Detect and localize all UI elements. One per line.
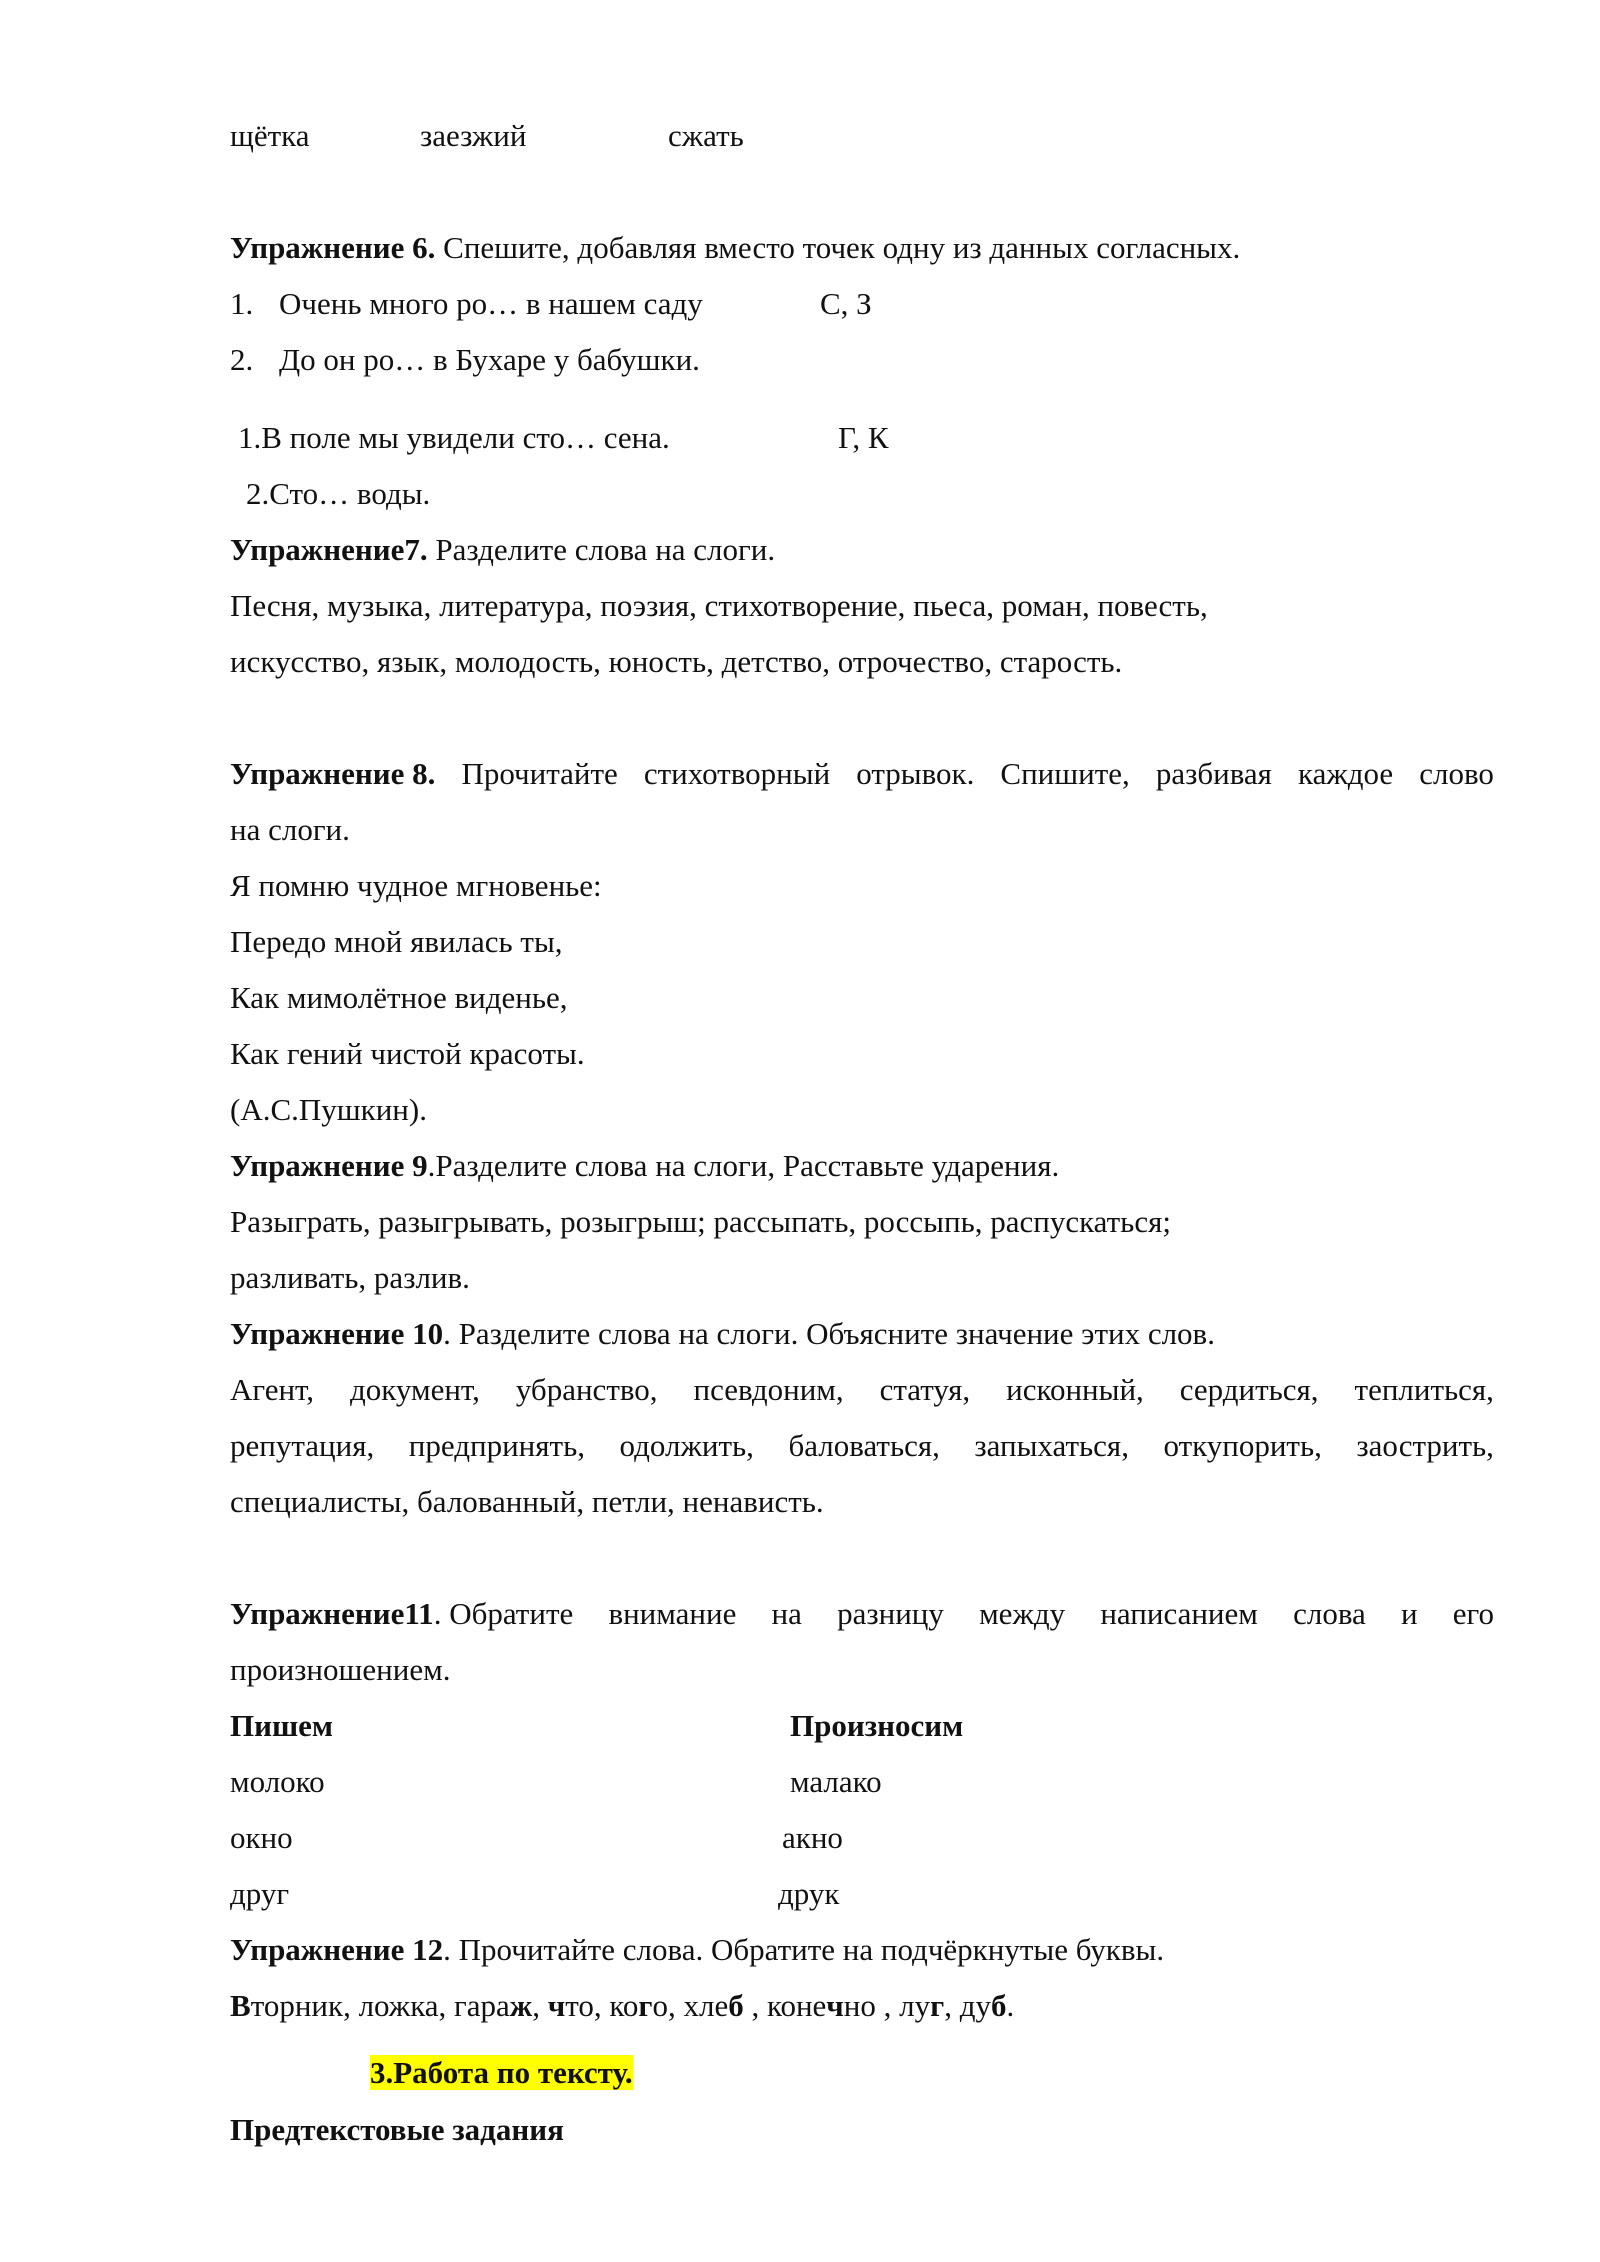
word: дуб. <box>959 1988 1015 2023</box>
word: Прочитайте <box>461 756 618 791</box>
word: и <box>1401 1596 1418 1631</box>
word: щётка <box>230 118 310 153</box>
list-item: До он ро… в Бухаре у бабушки. <box>279 342 700 377</box>
word: одолжить, <box>619 1428 754 1463</box>
word: разницу <box>837 1596 944 1631</box>
exercise-instruction: . Разделите слова на слоги. Объясните значение этих слов. <box>443 1316 1215 1351</box>
word: Вторник, <box>230 1988 359 2023</box>
poem-line: Как гений чистой красоты. <box>230 1036 585 1071</box>
word: баловаться, <box>788 1428 940 1463</box>
exercise-6-heading <box>230 232 1240 263</box>
word: сердиться, <box>1179 1372 1319 1407</box>
poem-line: Я помню чудное мгновенье: <box>230 868 602 903</box>
section-heading: 3.Работа по тексту. <box>370 2055 633 2090</box>
word: документ, <box>349 1372 480 1407</box>
paragraph-line: специалисты, балованный, петли, ненависть. <box>230 1484 824 1519</box>
column-header-say: Произносим <box>790 1708 964 1743</box>
paragraph-line: разливать, разлив. <box>230 1260 470 1295</box>
exercise-instruction: . Прочитайте слова. Обратите на подчёркнутые буквы. <box>443 1932 1165 1967</box>
word: статуя, <box>879 1372 971 1407</box>
word: предпринять, <box>408 1428 585 1463</box>
exercise-title: Упражнение 6. <box>230 230 436 265</box>
word: отрывок. <box>856 756 975 791</box>
letter-options: Г, К <box>838 420 889 455</box>
word: откупорить, <box>1163 1428 1322 1463</box>
word: репутация, <box>230 1428 375 1463</box>
word: . Обратите <box>433 1596 574 1631</box>
word: запыхаться, <box>974 1428 1129 1463</box>
letter-options: С, З <box>820 286 872 321</box>
exercise-title: Упражнение11 <box>230 1596 434 1631</box>
exercise-title: Упражнение 10 <box>230 1316 444 1351</box>
table-cell-write: окно <box>230 1820 293 1855</box>
exercise-title: Упражнение 9 <box>230 1148 428 1183</box>
paragraph-line: произношением. <box>230 1652 451 1687</box>
word: луг, <box>899 1988 960 2023</box>
word: убранство, <box>515 1372 658 1407</box>
paragraph-line: искусство, язык, молодость, юность, детство, отрочество, старость. <box>230 644 1123 679</box>
exercise-title: Упражнение 12 <box>230 1932 444 1967</box>
word: кого, <box>609 1988 684 2023</box>
paragraph-line: Разыграть, разыгрывать, розыгрыш; рассыпать, россыпь, распускаться; <box>230 1204 1171 1239</box>
exercise-12-heading <box>230 1934 1164 1965</box>
word-list <box>230 1990 1014 2021</box>
list-item: 1.В поле мы увидели сто… сена. <box>238 420 670 455</box>
word: Агент, <box>230 1372 315 1407</box>
word: теплиться, <box>1354 1372 1494 1407</box>
word: заезжий <box>420 118 527 153</box>
exercise-instruction: Спешите, добавляя вместо точек одну из данных согласных. <box>443 230 1241 265</box>
table-cell-say: акно <box>782 1820 843 1855</box>
word: ложка, <box>358 1988 455 2023</box>
list-number: 2. <box>230 342 254 377</box>
word: хлеб , <box>683 1988 767 2023</box>
word: на <box>771 1596 802 1631</box>
word: между <box>979 1596 1066 1631</box>
poem-line: Как мимолётное виденье, <box>230 980 568 1015</box>
column-header-write: Пишем <box>230 1708 334 1743</box>
exercise-7-heading <box>230 534 775 565</box>
word: сжать <box>668 118 744 153</box>
word: его <box>1452 1596 1494 1631</box>
exercise-title: Упражнение 8. <box>230 756 436 791</box>
exercise-9-heading <box>230 1150 1059 1181</box>
word: исконный, <box>1006 1372 1144 1407</box>
exercise-instruction: .Разделите слова на слоги, Расставьте ударения. <box>427 1148 1060 1183</box>
poem-author: (А.С.Пушкин). <box>230 1092 427 1127</box>
paragraph-line: на слоги. <box>230 812 350 847</box>
word: заострить, <box>1356 1428 1494 1463</box>
word: написанием <box>1100 1596 1258 1631</box>
paragraph-line <box>230 1374 1494 1405</box>
exercise-10-heading <box>230 1318 1215 1349</box>
word: внимание <box>608 1596 737 1631</box>
exercise-11-heading <box>230 1598 1494 1629</box>
word: каждое <box>1298 756 1394 791</box>
table-cell-write: молоко <box>230 1764 325 1799</box>
list-item: 2.Сто… воды. <box>246 476 431 511</box>
table-cell-say: друк <box>778 1876 840 1911</box>
word: конечно , <box>766 1988 900 2023</box>
poem-line: Передо мной явилась ты, <box>230 924 563 959</box>
subsection-heading: Предтекстовые задания <box>230 2112 564 2147</box>
table-cell-write: друг <box>230 1876 290 1911</box>
word: разбивая <box>1155 756 1272 791</box>
exercise-8-heading <box>230 758 1494 789</box>
exercise-title: Упражнение7. <box>230 532 428 567</box>
exercise-instruction: Разделите слова на слоги. <box>435 532 776 567</box>
paragraph-line <box>230 1430 1494 1461</box>
word: псевдоним, <box>693 1372 844 1407</box>
word: слова <box>1293 1596 1366 1631</box>
word: Спишите, <box>1000 756 1130 791</box>
word: что, <box>547 1988 610 2023</box>
paragraph-line: Песня, музыка, литература, поэзия, стихотворение, пьеса, роман, повесть, <box>230 588 1208 623</box>
table-cell-say: малако <box>790 1764 882 1799</box>
word: слово <box>1419 756 1494 791</box>
word: гараж, <box>454 1988 548 2023</box>
word: стихотворный <box>643 756 831 791</box>
list-item: Очень много ро… в нашем саду <box>279 286 703 321</box>
list-number: 1. <box>230 286 254 321</box>
